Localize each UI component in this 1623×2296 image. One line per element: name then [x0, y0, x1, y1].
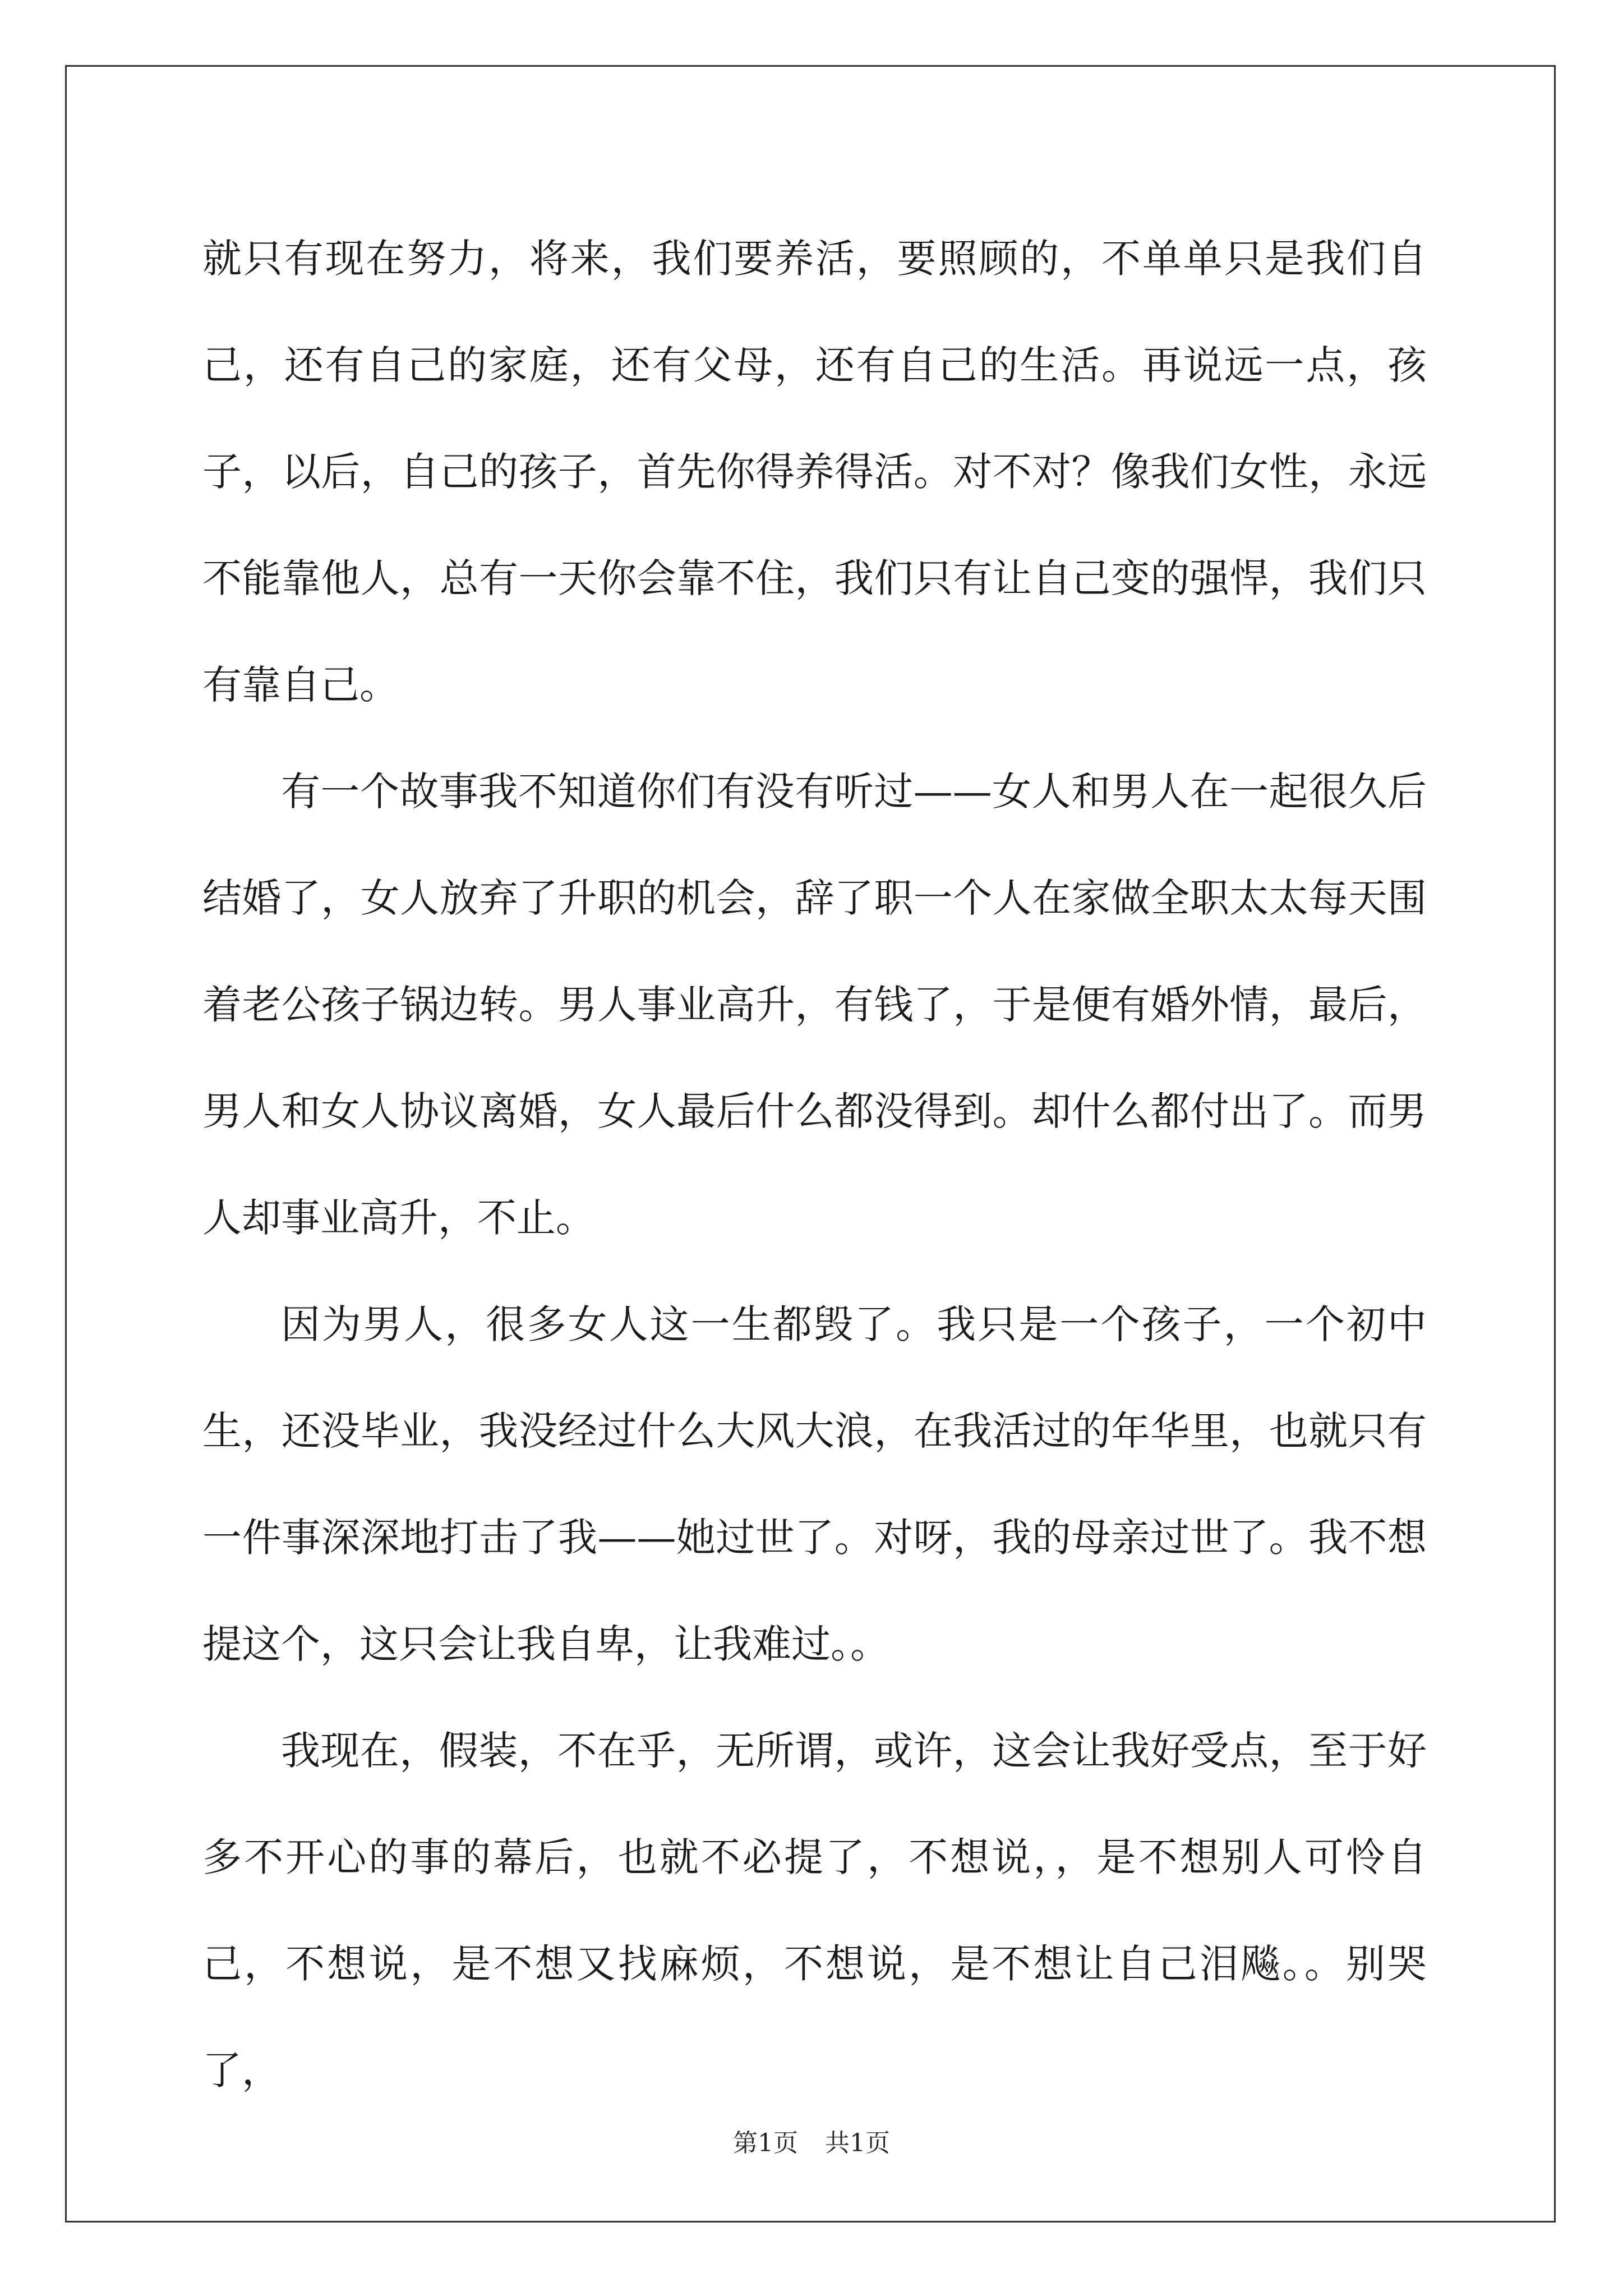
page-footer: [0, 2127, 1623, 2160]
paragraph-4: 我现在，假装，不在乎，无所谓，或许，这会让我好受点，至于好多不开心的事的幕后，也就不必提了，不想说，，是不想别人可怜自己，不想说，是不想又找麻烦，不想说，是不想让自己泪飚。。别哭了，: [202, 1728, 1427, 2093]
paragraph-3: 因为男人，很多女人这一生都毁了。我只是一个孩子，一个初中生，还没毕业，我没经过什么大风大浪，在我活过的年华里，也就只有一件事深深地打击了我——她过世了。对呀，我的母亲过世了。我不想提这个，这只会让我自卑，让我难过。。: [202, 1301, 1427, 1667]
document-body: [202, 205, 1427, 2124]
page-number: 第1页: [733, 2129, 798, 2157]
page-total: 共1页: [825, 2129, 890, 2157]
paragraph-2: 有一个故事我不知道你们有没有听过——女人和男人在一起很久后结婚了，女人放弃了升职的机会，辞了职一个人在家做全职太太每天围着老公孩子锅边转。男人事业高升，有钱了，于是便有婚外情，最后，男人和女人协议离婚，女人最后什么都没得到。却什么都付出了。而男人却事业高升，不止。: [202, 769, 1427, 1241]
paragraph-1: 就只有现在努力，将来，我们要养活，要照顾的，不单单只是我们自己，还有自己的家庭，还有父母，还有自己的生活。再说远一点，孩子，以后，自己的孩子，首先你得养得活。对不对？像我们女性，永远不能靠他人，总有一天你会靠不住，我们只有让自己变的强悍，我们只有靠自己。: [202, 236, 1427, 708]
